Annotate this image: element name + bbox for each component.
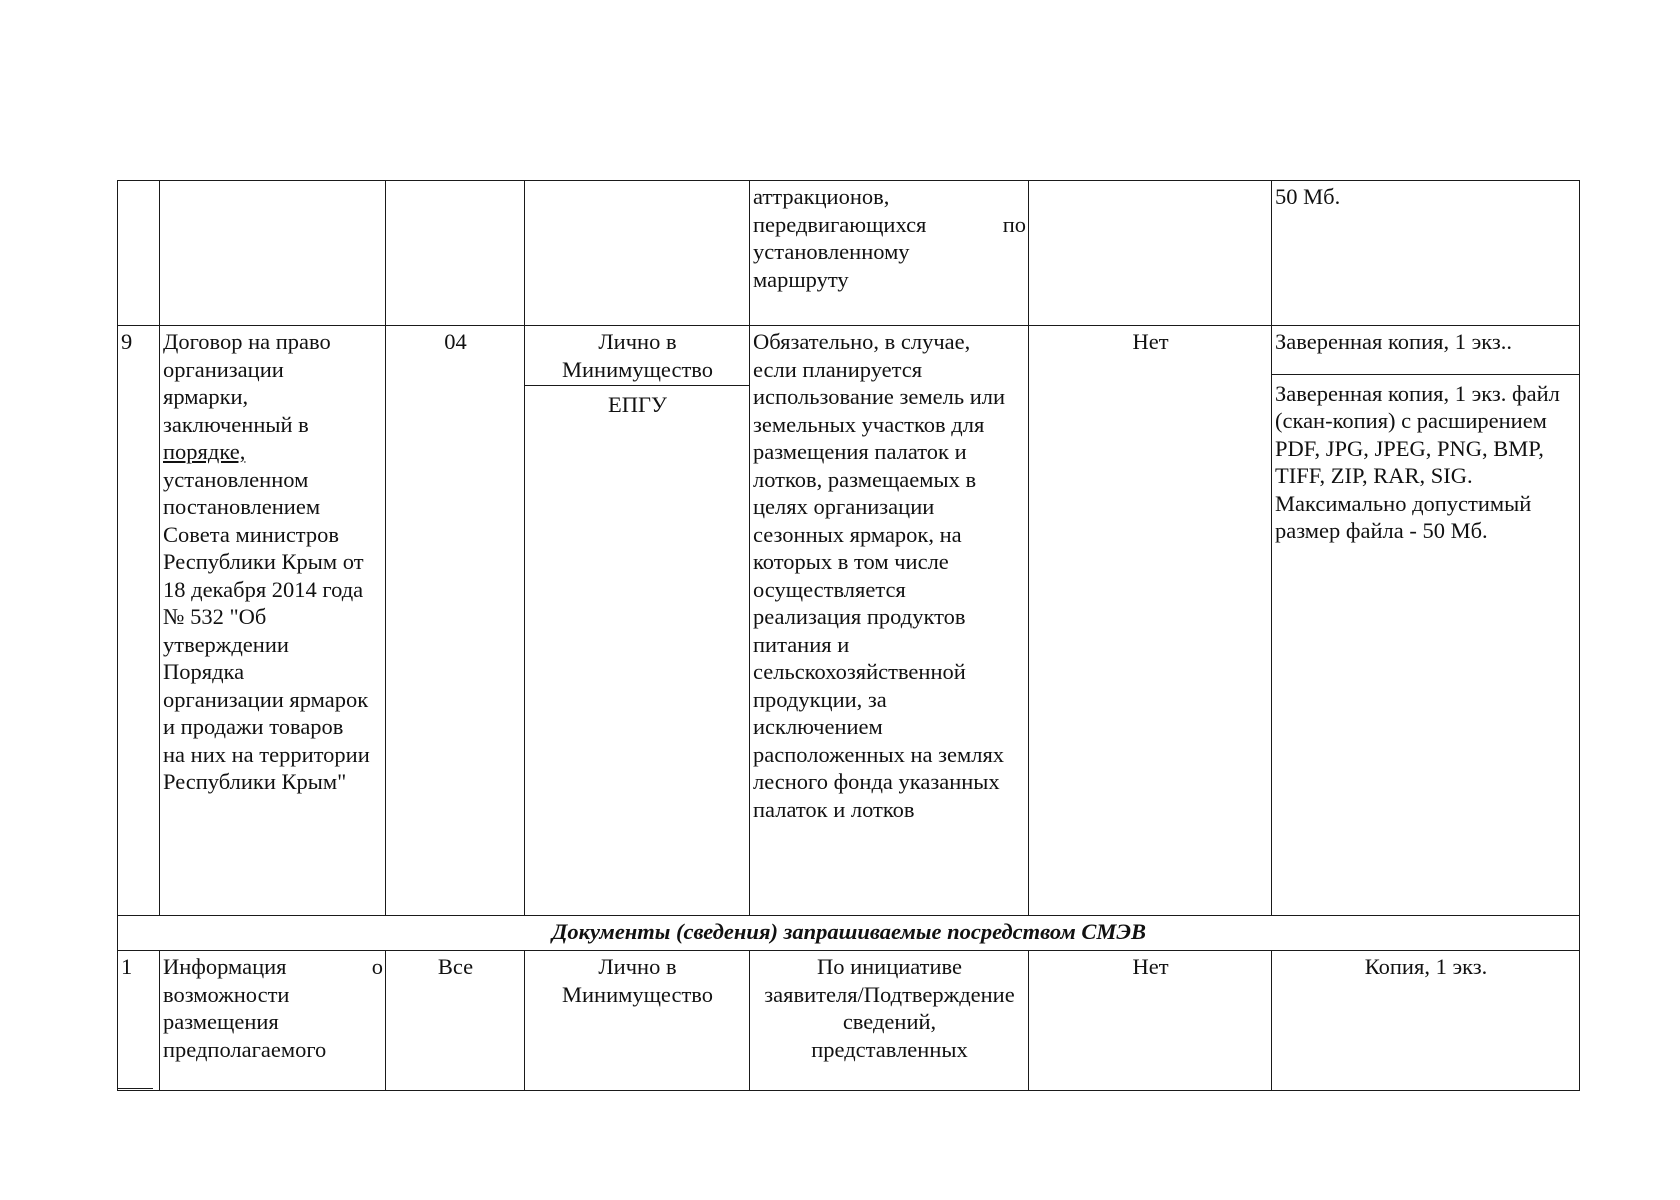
condition-line: осуществляется: [753, 576, 906, 602]
cell-return: Нет: [1029, 951, 1272, 1091]
name-line: заключенный в: [163, 411, 309, 437]
name-line: и продажи товаров: [163, 714, 344, 739]
condition-line: продукции, за: [753, 686, 887, 712]
cell-return: [1029, 181, 1272, 326]
condition-line: лотков, размещаемых в: [753, 466, 977, 492]
table-row-1: [118, 951, 1580, 1091]
name-line: возможности: [163, 981, 290, 1007]
condition-line: Обязательно, в случае,: [753, 329, 971, 354]
cell-doc-name: [160, 181, 386, 326]
name-word: Информация: [163, 954, 287, 979]
name-line: Республики Крым от: [163, 549, 364, 574]
condition-line: аттракционов,: [753, 184, 890, 209]
cell-form: [1272, 326, 1580, 916]
cell-doc-name: [160, 326, 386, 916]
name-line: установленном: [163, 466, 309, 492]
cell-doc-name: [160, 951, 386, 1091]
name-line: размещения: [163, 1009, 279, 1034]
name-line: ярмарки,: [163, 384, 249, 409]
method-personal: Лично в Минимущество: [525, 328, 749, 386]
condition-line: сведений,: [842, 1009, 937, 1034]
cell-form: [1272, 181, 1580, 326]
cell-method: [525, 181, 750, 326]
cell-num: 1: [118, 951, 160, 1091]
table-row-continued: [118, 181, 1580, 326]
condition-line: исключением: [753, 714, 883, 739]
name-line: [163, 953, 383, 981]
form-epgu: Заверенная копия, 1 экз. файл (скан-копия) с расширением PDF, JPG, JPEG, PNG, BMP, TIFF, ZIP, RAR, SIG. Максимально допустимый размер файла - 50 Мб.: [1275, 380, 1560, 543]
condition-line: представленных: [811, 1036, 968, 1062]
condition-line: использование земель или: [753, 384, 1006, 409]
condition-line: заявителя/Подтверждение: [764, 981, 1015, 1007]
condition-line: сельскохозяйственной: [753, 659, 966, 684]
condition-line: сезонных ярмарок, на: [753, 521, 962, 547]
condition-line: лесного фонда указанных: [753, 769, 1000, 794]
name-line: Порядка: [163, 659, 245, 684]
cell-form: Копия, 1 экз.: [1272, 951, 1580, 1091]
condition-line: целях организации: [753, 494, 935, 519]
name-line: организации ярмарок: [163, 686, 369, 712]
condition-word: по: [1002, 211, 1026, 237]
method-epgu: ЕПГУ: [608, 392, 667, 417]
name-line: № 532 "Об: [163, 604, 267, 629]
section-title: Документы (сведения) запрашиваемые посредством СМЭВ: [118, 916, 1580, 951]
name-word: о: [371, 954, 383, 979]
condition-line: палаток и лотков: [753, 796, 915, 822]
cell-num: 9: [118, 326, 160, 916]
name-line: организации: [163, 356, 284, 382]
condition-line: если планируется: [753, 356, 923, 382]
table-bottom-mark: [117, 1088, 153, 1089]
condition-line: установленному: [753, 239, 910, 264]
cell-method: Лично в Минимущество: [525, 951, 750, 1091]
cell-method: [525, 326, 750, 916]
form-text: 50 Мб.: [1275, 184, 1341, 209]
documents-table: [117, 180, 1580, 1091]
section-header-row: [118, 916, 1580, 951]
condition-line: которых в том числе: [753, 549, 949, 574]
name-line: на них на территории: [163, 741, 370, 767]
condition-line: реализация продуктов: [753, 604, 966, 629]
condition-line: расположенных на землях: [753, 741, 1005, 767]
cell-condition: [750, 951, 1029, 1091]
condition-line: По инициативе: [816, 954, 963, 979]
cell-code: 04: [386, 326, 525, 916]
name-line: предполагаемого: [163, 1036, 327, 1062]
cell-return: Нет: [1029, 326, 1272, 916]
condition-line: размещения палаток и: [753, 439, 967, 464]
name-line: утверждении: [163, 631, 289, 657]
name-line: 18 декабря 2014 года: [163, 576, 364, 602]
condition-line: [753, 211, 1026, 239]
cell-condition: [750, 326, 1029, 916]
form-personal: Заверенная копия, 1 экз..: [1272, 328, 1579, 375]
cell-num: [118, 181, 160, 326]
condition-line: маршруту: [753, 266, 849, 292]
condition-word: передвигающихся: [753, 211, 927, 237]
name-line: постановлением: [163, 494, 321, 519]
cell-code: [386, 181, 525, 326]
name-line: Договор на право: [163, 329, 331, 354]
name-line: Совета министров: [163, 521, 340, 547]
table-row-9: [118, 326, 1580, 916]
condition-line: земельных участков для: [753, 411, 985, 437]
name-link-poryadke[interactable]: порядке,: [163, 439, 246, 464]
cell-code: Все: [386, 951, 525, 1091]
name-line: Республики Крым": [163, 769, 347, 794]
condition-line: питания и: [753, 631, 850, 657]
cell-condition: [750, 181, 1029, 326]
